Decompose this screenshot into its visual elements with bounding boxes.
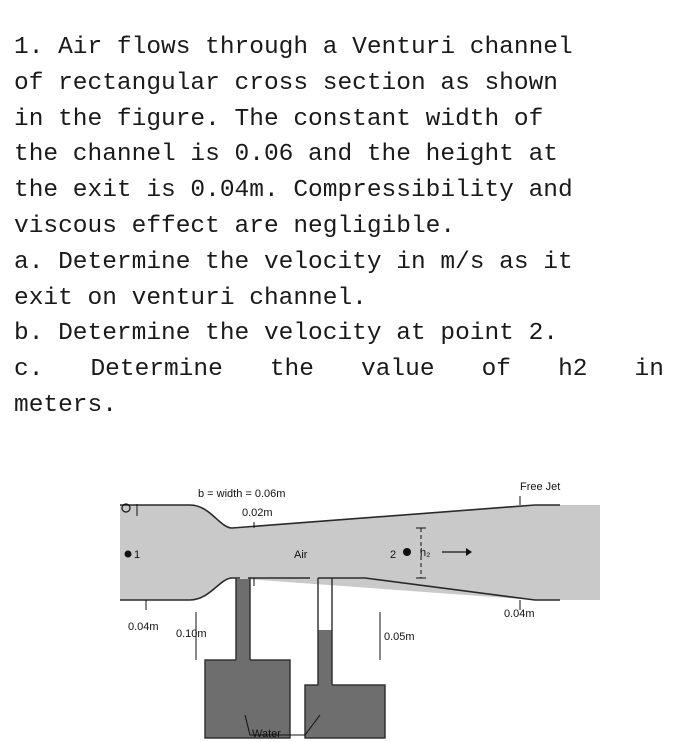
word: c. [14, 356, 44, 384]
point-1-label: 1 [134, 549, 141, 561]
free-jet-label: Free Jet [520, 481, 561, 493]
problem-line: in the figure. The constant width of [14, 105, 544, 133]
inlet-height-label: 0.04m [128, 621, 159, 633]
exit-height-label: 0.04m [504, 608, 535, 620]
manometer-1-label: 0.10m [176, 628, 207, 640]
problem-part-a: a. Determine the velocity in m/s as it [14, 248, 573, 276]
word: value [361, 356, 435, 384]
word: Determine [90, 356, 223, 384]
word: in [634, 356, 664, 384]
manometer-reservoir-2 [305, 685, 385, 738]
venturi-channel [120, 505, 600, 600]
word: of [481, 356, 512, 384]
problem-statement [14, 30, 674, 424]
problem-line: viscous effect are negligible. [14, 212, 456, 240]
problem-line: the exit is 0.04m. Compressibility and [14, 177, 573, 205]
problem-line: 1. Air flows through a Venturi channel [14, 34, 573, 61]
word: the [269, 356, 314, 384]
problem-part-b: b. Determine the velocity at point 2. [14, 320, 558, 348]
problem-line: of rectangular cross section as shown [14, 69, 558, 97]
point-1-marker [125, 551, 132, 558]
problem-line: exit on venturi channel. [14, 284, 367, 312]
point-2-marker [403, 548, 411, 556]
problem-part-c [14, 352, 664, 388]
water-label: Water [252, 728, 281, 740]
h2-label: h₂ [420, 547, 431, 559]
manometer-tube-1 [236, 579, 250, 679]
venturi-figure [80, 460, 600, 740]
width-label: b = width = 0.06m [198, 488, 286, 500]
point-2-label: 2 [390, 549, 397, 561]
throat-label: 0.02m [242, 507, 273, 519]
word: h2 [558, 356, 588, 384]
manometer-tube-2 [318, 630, 332, 690]
manometer-2-label: 0.05m [384, 631, 415, 643]
problem-line: meters. [14, 391, 117, 419]
problem-line: the channel is 0.06 and the height at [14, 141, 558, 169]
air-label: Air [294, 549, 308, 561]
